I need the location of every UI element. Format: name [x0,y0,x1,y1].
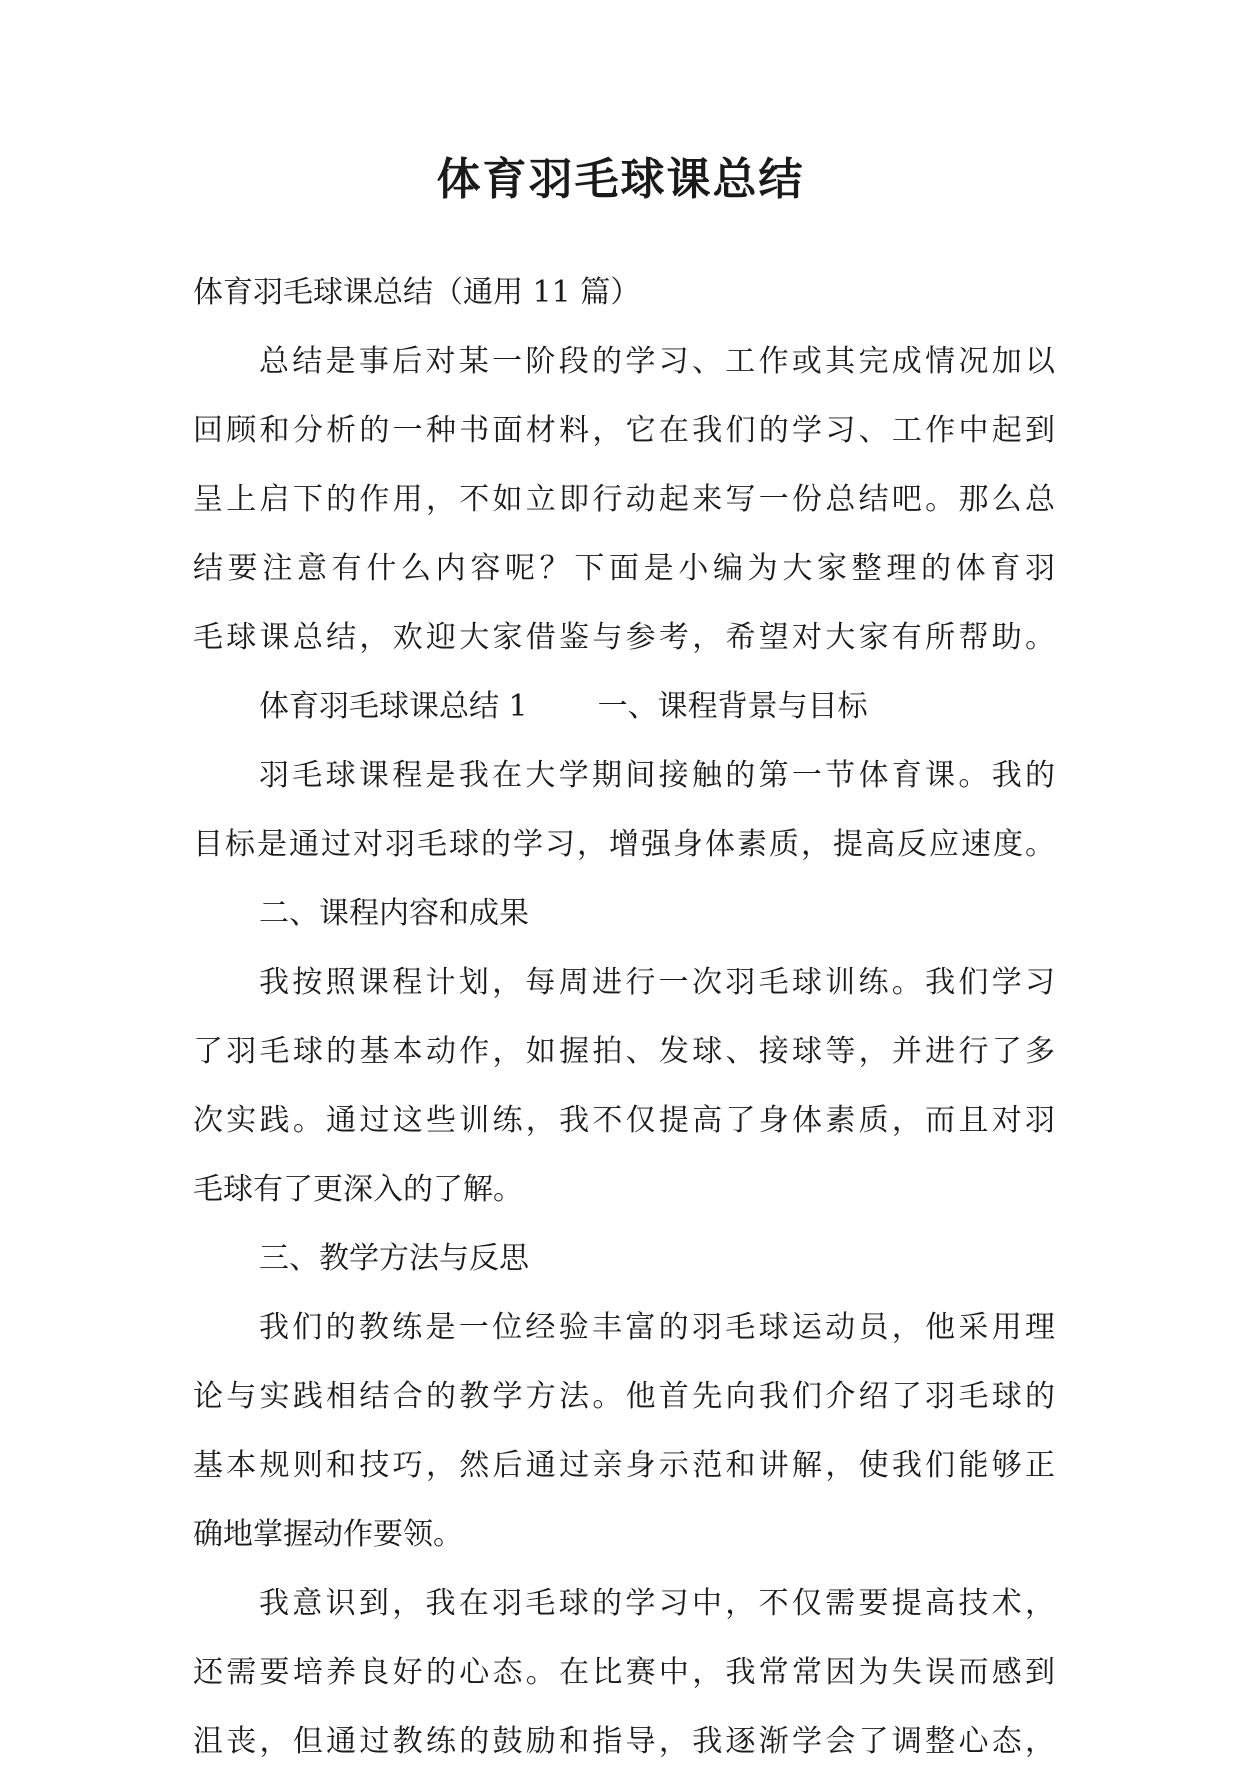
line-text: 我们的教练是一位经验丰富的羽毛球运动员，他采用理 [259,1310,1055,1345]
line-text: 呈上启下的作用，不如立即行动起来写一份总结吧。那么总 [193,482,1055,517]
doc-line [193,534,1055,603]
doc-line [193,603,1055,672]
line-text: 总结是事后对某一阶段的学习、工作或其完成情况加以 [259,344,1055,379]
doc-line [193,1224,1055,1293]
line-text: 我意识到，我在羽毛球的学习中，不仅需要提高技术， [259,1586,1055,1621]
document-body [193,258,1055,1776]
doc-line [193,465,1055,534]
line-text: 次实践。通过这些训练，我不仅提高了身体素质，而且对羽 [193,1103,1055,1138]
doc-line [193,327,1055,396]
line-text: 我按照课程计划，每周进行一次羽毛球训练。我们学习 [259,965,1055,1000]
line-text: 还需要培养良好的心态。在比赛中，我常常因为失误而感到 [193,1655,1055,1690]
line-text: 确地掌握动作要领。 [193,1517,463,1552]
line-text: 毛球课总结，欢迎大家借鉴与参考，希望对大家有所帮助。 [193,620,1055,655]
line-text: 基本规则和技巧，然后通过亲身示范和讲解，使我们能够正 [193,1448,1055,1483]
doc-line [193,1431,1055,1500]
doc-line [193,672,1055,741]
document-title: 体育羽毛球课总结 [436,154,805,205]
section-heading: 三、教学方法与反思 [259,1241,529,1276]
line-text: 回顾和分析的一种书面材料，它在我们的学习、工作中起到 [193,413,1055,448]
doc-line [193,1017,1055,1086]
line-text: 结要注意有什么内容呢？下面是小编为大家整理的体育羽 [193,551,1055,586]
doc-line [193,1500,1055,1569]
doc-line [193,741,1055,810]
line-text: 了羽毛球的基本动作，如握拍、发球、接球等，并进行了多 [193,1034,1055,1069]
doc-line [193,810,1055,879]
doc-line [193,948,1055,1017]
doc-line [193,1707,1055,1776]
doc-line [193,1086,1055,1155]
line-text: 论与实践相结合的教学方法。他首先向我们介绍了羽毛球的 [193,1379,1055,1414]
line-text: 体育羽毛球课总结（通用 11 篇） [193,275,641,310]
doc-line [193,396,1055,465]
section-heading: 体育羽毛球课总结 1 [259,689,528,724]
doc-line [193,1362,1055,1431]
doc-line [193,1155,1055,1224]
line-text: 毛球有了更深入的了解。 [193,1172,523,1207]
doc-line [193,1293,1055,1362]
line-text: 羽毛球课程是我在大学期间接触的第一节体育课。我的 [259,758,1055,793]
doc-line [193,1638,1055,1707]
doc-line [193,258,1055,327]
doc-line [193,879,1055,948]
section-subheading: 一、课程背景与目标 [597,689,868,724]
line-text: 目标是通过对羽毛球的学习，增强身体素质，提高反应速度。 [193,827,1055,862]
line-text: 沮丧，但通过教练的鼓励和指导，我逐渐学会了调整心态， [193,1724,1055,1759]
doc-line [193,1569,1055,1638]
section-heading: 二、课程内容和成果 [259,896,529,931]
